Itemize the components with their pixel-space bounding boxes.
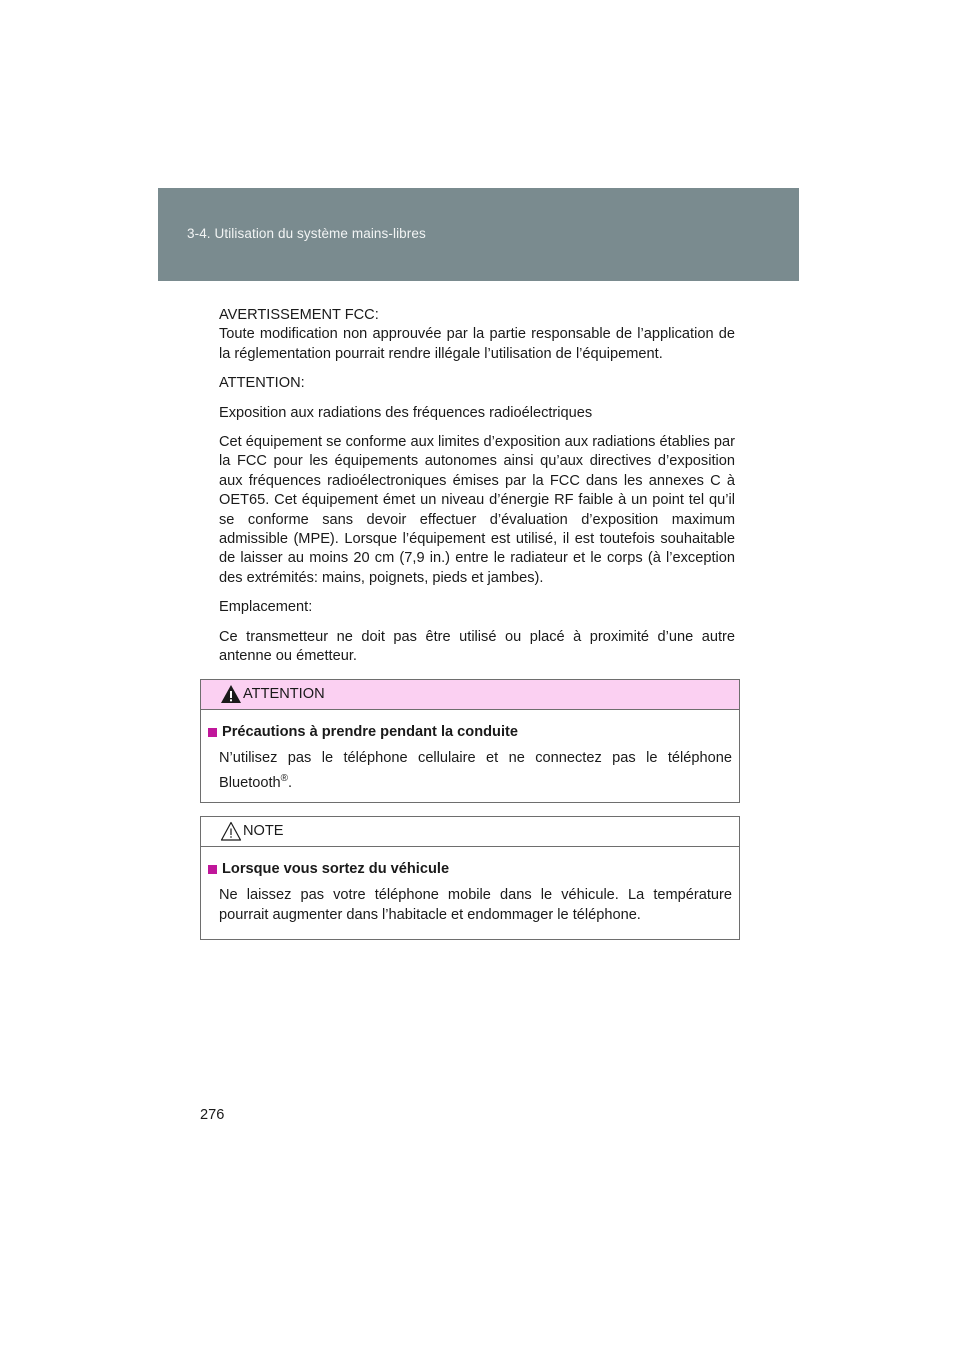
location-text: Ce transmetteur ne doit pas être utilisé ou placé à proximité d’une autre antenne ou émetteur. bbox=[219, 628, 735, 665]
section-header bbox=[158, 188, 799, 281]
attention-box bbox=[200, 679, 740, 803]
exposure-text: Cet équipement se conforme aux limites d’exposition aux radiations établies par la FCC pour les équipements autonomes ainsi qu’aux directives d’exposition aux fréquences radioélectroniques émises par la FCC dans les annexes C à OET65. Cet équipement émet un niveau d’énergie RF faible à un point tel qu’il se conforme sans devoir effectuer d’évaluation d’exposition maximum admissible (MPE). Lorsque l’équipement est utilisé, il est toutefois souhaitable de laisser au moins 20 cm (7,9 in.) entre le radiateur et le corps (à l’exception des extrémités: mains, poignets, pieds et jambes). bbox=[219, 434, 735, 586]
fcc-heading: AVERTISSEMENT FCC: bbox=[219, 307, 379, 323]
attention-item-heading bbox=[208, 723, 732, 742]
note-box-body bbox=[201, 847, 739, 925]
fcc-text: Toute modification non approuvée par la partie responsable de l’application de la réglementation pourrait rendre illégale l’utilisation de l’équipement. bbox=[219, 326, 735, 362]
location-label: Emplacement: bbox=[219, 599, 313, 616]
registered-mark: ® bbox=[280, 772, 289, 784]
fcc-notice bbox=[219, 306, 735, 677]
attention-box-title: ATTENTION bbox=[243, 686, 325, 702]
warning-triangle-outline-icon bbox=[220, 821, 242, 841]
square-bullet-icon bbox=[208, 728, 217, 737]
note-box-header bbox=[201, 817, 739, 847]
attention-label: ATTENTION: bbox=[219, 375, 305, 392]
page-number: 276 bbox=[200, 1107, 225, 1123]
attention-item-end: . bbox=[288, 774, 293, 791]
section-title: 3-4. Utilisation du système mains-libres bbox=[187, 226, 426, 241]
note-item-text: Ne laissez pas votre téléphone mobile dans le véhicule. La température pourrait augmenter dans l’habitacle et endommager le téléphone. bbox=[219, 887, 732, 923]
square-bullet-icon bbox=[208, 865, 217, 874]
exposure-title: Exposition aux radiations des fréquences radioélectriques bbox=[219, 404, 593, 421]
attention-item-text bbox=[219, 749, 732, 793]
warning-triangle-filled-icon bbox=[220, 684, 242, 704]
note-item-title: Lorsque vous sortez du véhicule bbox=[222, 861, 450, 877]
attention-item-body: N’utilisez pas le téléphone cellulaire et ne connectez pas le téléphone Bluetooth bbox=[219, 750, 732, 791]
note-box bbox=[200, 816, 740, 940]
attention-box-body bbox=[201, 710, 739, 793]
attention-item-title: Précautions à prendre pendant la conduite bbox=[222, 724, 518, 740]
note-item-heading bbox=[208, 860, 732, 879]
note-box-title: NOTE bbox=[243, 823, 284, 839]
attention-box-header bbox=[201, 680, 739, 710]
